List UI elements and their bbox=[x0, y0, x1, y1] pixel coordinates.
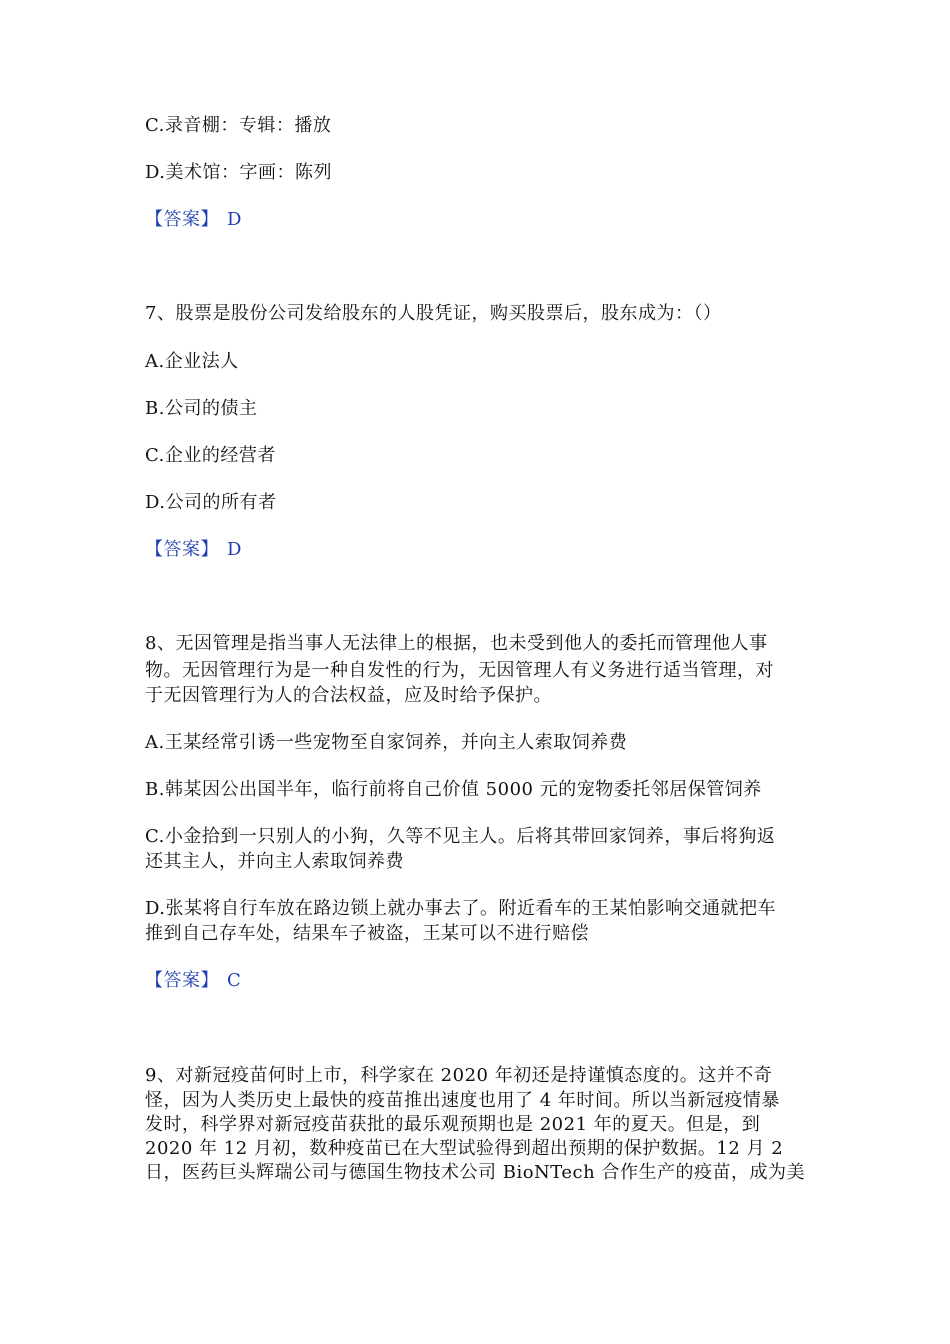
q9-stem-line: 发时，科学界对新冠疫苗获批的最乐观预期也是 2021 年的夏天。但是，到 bbox=[145, 1114, 761, 1135]
q7-stem: 7、股票是股份公司发给股东的人股凭证，购买股票后，股东成为：（） bbox=[145, 303, 722, 324]
q9-stem-line: 2020 年 12 月初，数种疫苗已在大型试验得到超出预期的保护数据。12 月 2 bbox=[145, 1138, 784, 1159]
answer-label: 【答案】 bbox=[145, 209, 219, 230]
q7-option-d: D.公司的所有者 bbox=[145, 492, 277, 513]
q9-stem-line: 日，医药巨头辉瑞公司与德国生物技术公司 BioNTech 合作生产的疫苗，成为美 bbox=[145, 1162, 805, 1183]
answer-value: D bbox=[227, 539, 242, 560]
q8-option-c-line: C.小金拾到一只别人的小狗，久等不见主人。后将其带回家饲养，事后将狗返 bbox=[145, 826, 776, 847]
q7-option-b: B.公司的债主 bbox=[145, 398, 258, 419]
q9-stem-line: 怪，因为人类历史上最快的疫苗推出速度也用了 4 年时间。所以当新冠疫情暴 bbox=[145, 1090, 780, 1111]
q6-option-d: D.美术馆：字画：陈列 bbox=[145, 162, 333, 183]
q7-option-a: A.企业法人 bbox=[145, 351, 239, 372]
answer-value: D bbox=[227, 209, 242, 230]
q8-answer bbox=[145, 969, 241, 993]
q8-option-b: B.韩某因公出国半年，临行前将自己价值 5000 元的宠物委托邻居保管饲养 bbox=[145, 779, 762, 800]
q6-answer bbox=[145, 208, 242, 232]
answer-label: 【答案】 bbox=[145, 970, 219, 991]
q9-stem-line: 9、对新冠疫苗何时上市，科学家在 2020 年初还是持谨慎态度的。这并不奇 bbox=[145, 1065, 773, 1086]
answer-value: C bbox=[227, 970, 242, 991]
q8-stem-line: 于无因管理行为人的合法权益，应及时给予保护。 bbox=[145, 685, 552, 706]
q7-answer bbox=[145, 538, 242, 562]
q7-option-c: C.企业的经营者 bbox=[145, 445, 276, 466]
q8-stem-line: 8、无因管理是指当事人无法律上的根据，也未受到他人的委托而管理他人事 bbox=[145, 633, 768, 654]
q8-option-a: A.王某经常引诱一些宠物至自家饲养，并向主人索取饲养费 bbox=[145, 732, 628, 753]
q8-option-c-line: 还其主人，并向主人索取饲养费 bbox=[145, 851, 404, 872]
q8-stem-line: 物。无因管理行为是一种自发性的行为，无因管理人有义务进行适当管理，对 bbox=[145, 660, 774, 681]
q8-option-d-line: D.张某将自行车放在路边锁上就办事去了。附近看车的王某怕影响交通就把车 bbox=[145, 898, 777, 919]
q6-option-c: C.录音棚：专辑：播放 bbox=[145, 115, 332, 136]
answer-label: 【答案】 bbox=[145, 539, 219, 560]
q8-option-d-line: 推到自己存车处，结果车子被盗，王某可以不进行赔偿 bbox=[145, 923, 589, 944]
